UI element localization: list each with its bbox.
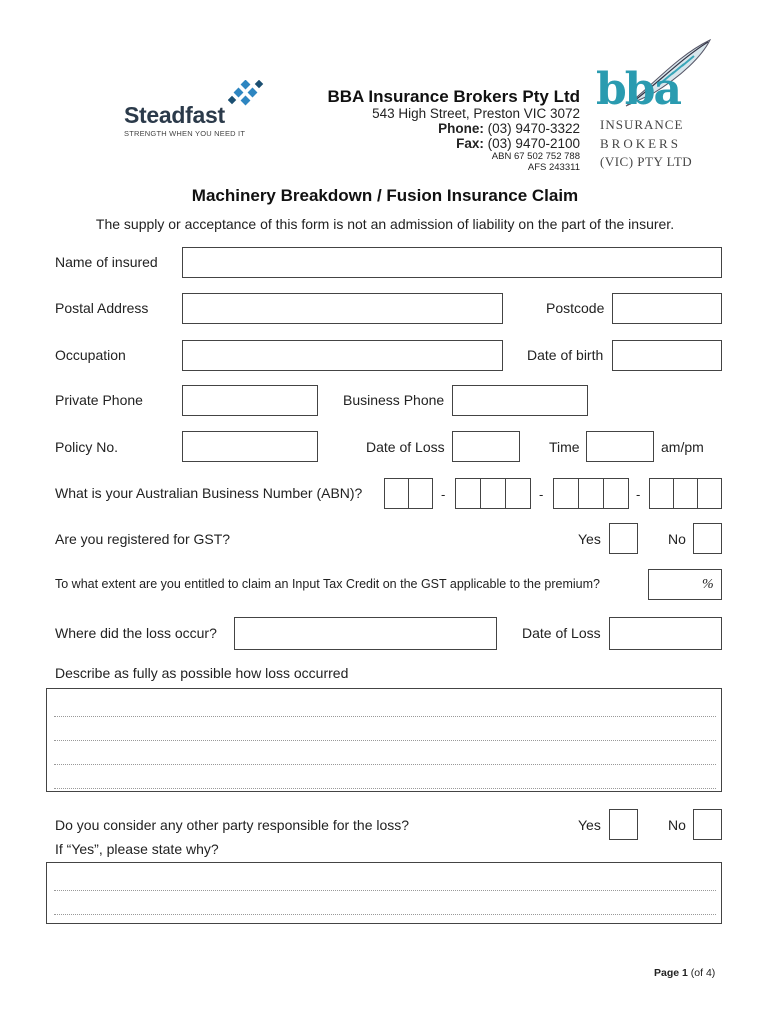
name-of-insured-input[interactable] (182, 247, 722, 278)
phone-label: Phone: (438, 121, 484, 136)
bba-line-brokers: BROKERS (600, 136, 681, 151)
occupation-label: Occupation (55, 347, 126, 363)
abn-digit-box[interactable] (603, 478, 629, 509)
page-total: (of 4) (690, 967, 716, 979)
page-indicator (654, 967, 715, 979)
private-phone-label: Private Phone (55, 392, 143, 408)
if-yes-dotted-line (54, 890, 716, 891)
if-yes-dotted-line (54, 914, 716, 915)
describe-dotted-line (54, 716, 716, 717)
other-party-no-label: No (668, 817, 686, 833)
postcode-input[interactable] (612, 293, 722, 324)
describe-dotted-line (54, 740, 716, 741)
date-of-birth-input[interactable] (612, 340, 722, 371)
bba-line-pty: (VIC) PTY LTD (600, 154, 693, 169)
other-party-no-checkbox[interactable] (693, 809, 722, 840)
abn-digit-box[interactable] (480, 478, 506, 509)
policy-no-label: Policy No. (55, 439, 119, 455)
abn-dash: - (539, 487, 544, 502)
abn-digit-box[interactable] (553, 478, 579, 509)
phone-number: (03) 9470-3322 (487, 121, 580, 136)
time-input[interactable] (586, 431, 654, 462)
gst-question: Are you registered for GST? (55, 531, 231, 547)
name-of-insured-label: Name of insured (55, 254, 158, 270)
loss-location-label: Where did the loss occur? (55, 625, 217, 641)
gst-no-label: No (668, 531, 686, 547)
time-label: Time (549, 439, 580, 455)
company-name: BBA Insurance Brokers Pty Ltd (327, 87, 580, 106)
form-title: Machinery Breakdown / Fusion Insurance Claim (191, 186, 579, 205)
describe-loss-label: Describe as fully as possible how loss occurred (55, 665, 349, 681)
company-abn: ABN 67 502 752 788 (491, 151, 580, 162)
itc-question: To what extent are you entitled to claim an Input Tax Credit on the GST applicable to the premium? (55, 577, 600, 591)
gst-yes-label: Yes (578, 531, 601, 547)
describe-dotted-line (54, 764, 716, 765)
policy-no-input[interactable] (182, 431, 318, 462)
company-fax (456, 136, 580, 151)
abn-digit-box[interactable] (384, 478, 409, 509)
bba-line-insurance: INSURANCE (600, 117, 684, 132)
abn-dash: - (441, 487, 446, 502)
gst-no-checkbox[interactable] (693, 523, 722, 554)
fax-label: Fax: (456, 136, 484, 151)
form-disclaimer: The supply or acceptance of this form is not an admission of liability on the part of the insurer. (95, 216, 675, 232)
gst-yes-checkbox[interactable] (609, 523, 638, 554)
abn-question: What is your Australian Business Number (ABN)? (55, 485, 363, 501)
date-of-loss-2-label: Date of Loss (522, 625, 601, 641)
ampm-label: am/pm (661, 439, 704, 455)
abn-digit-box[interactable] (408, 478, 433, 509)
if-yes-label: If “Yes”, please state why? (55, 841, 219, 857)
bba-wordmark: bba (596, 64, 681, 115)
postcode-label: Postcode (546, 300, 605, 316)
steadfast-wordmark: Steadfast (124, 102, 225, 128)
abn-dash: - (636, 487, 641, 502)
company-phone (438, 121, 580, 136)
postal-address-input[interactable] (182, 293, 503, 324)
other-party-yes-checkbox[interactable] (609, 809, 638, 840)
postal-address-label: Postal Address (55, 300, 149, 316)
business-phone-input[interactable] (452, 385, 588, 416)
date-of-loss-2-input[interactable] (609, 617, 722, 650)
company-afs: AFS 243311 (527, 162, 580, 173)
abn-digit-box[interactable] (673, 478, 698, 509)
abn-digit-box[interactable] (455, 478, 481, 509)
itc-percent-sign: % (702, 577, 714, 592)
other-party-question: Do you consider any other party responsible for the loss? (55, 817, 410, 833)
date-of-birth-label: Date of birth (527, 347, 604, 363)
loss-location-input[interactable] (234, 617, 497, 650)
page-number: Page 1 (654, 967, 688, 979)
abn-digit-box[interactable] (649, 478, 674, 509)
date-of-loss-label: Date of Loss (366, 439, 445, 455)
company-address: 543 High Street, Preston VIC 3072 (372, 106, 580, 121)
abn-digit-box[interactable] (578, 478, 604, 509)
occupation-input[interactable] (182, 340, 503, 371)
abn-digit-box[interactable] (505, 478, 531, 509)
describe-dotted-line (54, 788, 716, 789)
steadfast-diamond-icon (228, 80, 268, 114)
steadfast-tagline: STRENGTH WHEN YOU NEED IT (124, 129, 246, 138)
other-party-yes-label: Yes (578, 817, 601, 833)
private-phone-input[interactable] (182, 385, 318, 416)
date-of-loss-input[interactable] (452, 431, 520, 462)
abn-digit-box[interactable] (697, 478, 722, 509)
business-phone-label: Business Phone (343, 392, 445, 408)
fax-number: (03) 9470-2100 (487, 136, 580, 151)
